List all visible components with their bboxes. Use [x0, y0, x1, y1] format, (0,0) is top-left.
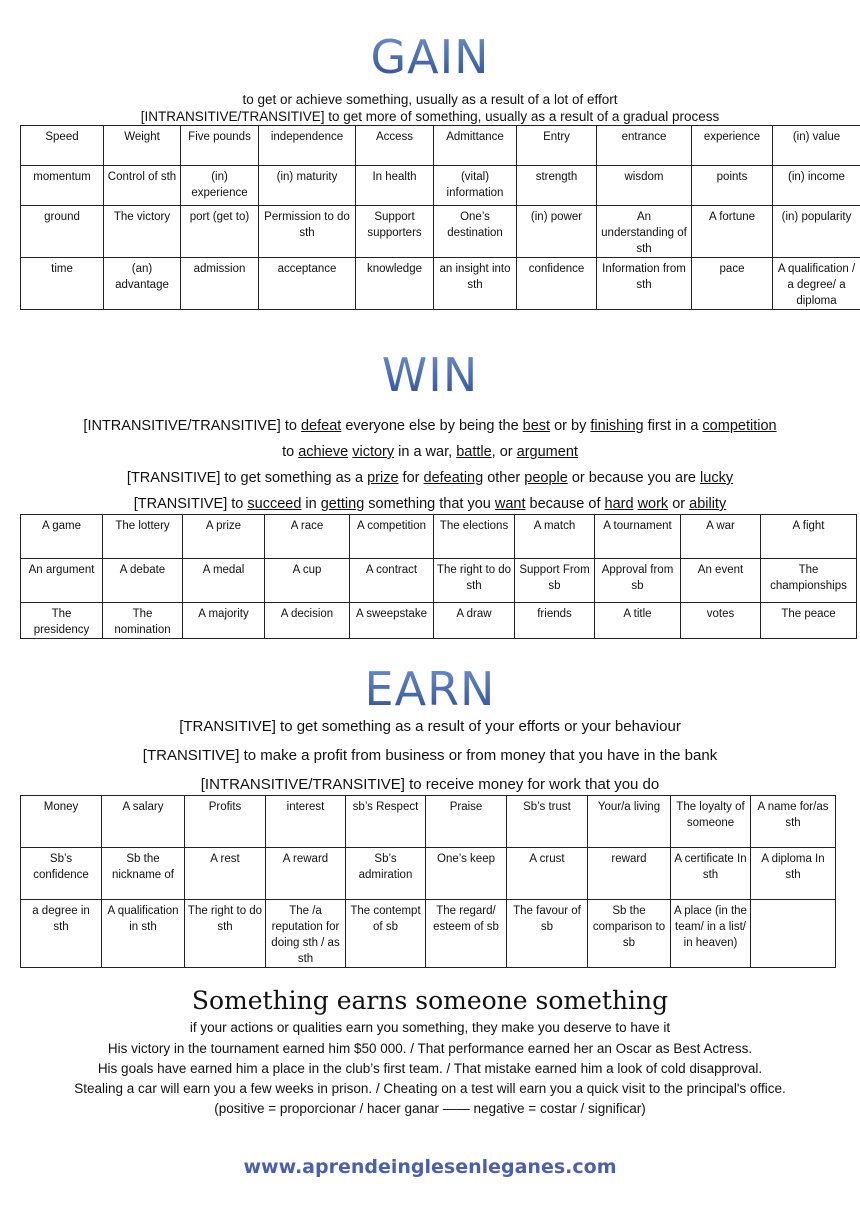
- table-cell: A diploma In sth: [751, 848, 836, 900]
- table-cell: momentum: [21, 166, 104, 206]
- table-row: [21, 166, 860, 206]
- example-line-3: Stealing a car will earn you a few weeks in prison. / Cheating on a test will earn you a quick visit to the principal's office.: [74, 1081, 786, 1096]
- table-cell: time: [21, 258, 104, 310]
- table-cell: A draw: [434, 603, 515, 639]
- table-cell: Profits: [185, 796, 266, 848]
- table-cell: The peace: [761, 603, 857, 639]
- table-cell: strength: [517, 166, 597, 206]
- table-cell: A competition: [350, 515, 434, 559]
- table-cell: The contempt of sb: [346, 900, 426, 968]
- table-cell: (in) income: [773, 166, 860, 206]
- table-cell: admission: [181, 258, 259, 310]
- table-cell: A rest: [185, 848, 266, 900]
- earn-title: EARN: [0, 664, 860, 714]
- table-cell: Five pounds: [181, 126, 259, 166]
- table-cell: One’s keep: [426, 848, 507, 900]
- table-cell: A race: [265, 515, 350, 559]
- table-cell: ground: [21, 206, 104, 258]
- table-cell: acceptance: [259, 258, 356, 310]
- table-cell: Control of sth: [104, 166, 181, 206]
- table-cell: votes: [681, 603, 761, 639]
- table-cell: Speed: [21, 126, 104, 166]
- table-cell: A crust: [507, 848, 588, 900]
- footer-url-link[interactable]: www.aprendeinglesenleganes.com: [243, 1156, 617, 1178]
- table-cell: An argument: [21, 559, 103, 603]
- table-cell: (in) experience: [181, 166, 259, 206]
- win-title: WIN: [0, 350, 860, 400]
- table-cell: Money: [21, 796, 102, 848]
- table-cell: The victory: [104, 206, 181, 258]
- table-cell: Approval from sb: [595, 559, 681, 603]
- table-cell: The lottery: [103, 515, 183, 559]
- table-cell: pace: [692, 258, 773, 310]
- table-row: [21, 206, 860, 258]
- table-cell: sb’s Respect: [346, 796, 426, 848]
- table-cell: (an) advantage: [104, 258, 181, 310]
- table-row: [21, 559, 857, 603]
- table-cell: One’s destination: [434, 206, 517, 258]
- example-line-2: His goals have earned him a place in the club’s first team. / That mistake earned him a look of cold disapproval.: [97, 1061, 763, 1076]
- table-cell: Sb’s trust: [507, 796, 588, 848]
- table-cell: The /a reputation for doing sth / as sth: [266, 900, 346, 968]
- table-row: [21, 848, 836, 900]
- table-cell: Admittance: [434, 126, 517, 166]
- table-cell: A medal: [183, 559, 265, 603]
- gain-table: [20, 125, 860, 310]
- win-definition-1: [INTRANSITIVE/TRANSITIVE] to defeat everyone else by being the best or by finishing first in a competition: [83, 418, 777, 434]
- table-cell: Information from sth: [597, 258, 692, 310]
- table-cell: In health: [356, 166, 434, 206]
- table-cell: (in) popularity: [773, 206, 860, 258]
- table-cell: (vital) information: [434, 166, 517, 206]
- table-cell: A contract: [350, 559, 434, 603]
- table-row: [21, 258, 860, 310]
- table-cell: The nomination: [103, 603, 183, 639]
- table-cell: A place (in the team/ in a list/ in heaven): [671, 900, 751, 968]
- table-row: [21, 515, 857, 559]
- table-cell: Sb’s confidence: [21, 848, 102, 900]
- table-cell: A game: [21, 515, 103, 559]
- table-cell: A decision: [265, 603, 350, 639]
- table-cell: Praise: [426, 796, 507, 848]
- win-table: [20, 514, 857, 639]
- table-cell: A qualification / a degree/ a diploma: [773, 258, 860, 310]
- table-cell: Sb’s admiration: [346, 848, 426, 900]
- table-cell: The elections: [434, 515, 515, 559]
- table-cell: Weight: [104, 126, 181, 166]
- table-cell: A reward: [266, 848, 346, 900]
- table-row: [21, 126, 860, 166]
- table-cell: Sb the comparison to sb: [588, 900, 671, 968]
- gain-definition-1: to get or achieve something, usually as a result of a lot of effort: [242, 92, 618, 107]
- win-definition-2: to achieve victory in a war, battle, or argument: [282, 444, 578, 460]
- table-cell: A sweepstake: [350, 603, 434, 639]
- table-cell: The championships: [761, 559, 857, 603]
- gain-title: GAIN: [0, 32, 860, 82]
- table-cell: The presidency: [21, 603, 103, 639]
- table-cell: (in) value: [773, 126, 860, 166]
- table-row: [21, 796, 836, 848]
- table-cell: The favour of sb: [507, 900, 588, 968]
- table-cell: Support From sb: [515, 559, 595, 603]
- earns-heading: Something earns someone something: [191, 986, 669, 1015]
- translation-note: (positive = proporcionar / hacer ganar —— negative = costar / significar): [214, 1101, 646, 1116]
- example-line-1: His victory in the tournament earned him $50 000. / That performance earned her an Oscar as Best Actress.: [107, 1041, 753, 1056]
- earn-table: [20, 795, 836, 968]
- table-cell: confidence: [517, 258, 597, 310]
- table-cell: A certificate In sth: [671, 848, 751, 900]
- table-cell: friends: [515, 603, 595, 639]
- table-cell: a degree in sth: [21, 900, 102, 968]
- table-cell: A tournament: [595, 515, 681, 559]
- win-definition-3: [TRANSITIVE] to get something as a prize for defeating other people or because you are lucky: [126, 470, 734, 486]
- table-cell: (in) power: [517, 206, 597, 258]
- table-cell: A debate: [103, 559, 183, 603]
- table-cell: Support supporters: [356, 206, 434, 258]
- table-row: [21, 603, 857, 639]
- table-cell: points: [692, 166, 773, 206]
- table-cell: interest: [266, 796, 346, 848]
- table-cell: knowledge: [356, 258, 434, 310]
- table-cell: wisdom: [597, 166, 692, 206]
- table-cell: Entry: [517, 126, 597, 166]
- table-cell: experience: [692, 126, 773, 166]
- table-cell: A title: [595, 603, 681, 639]
- table-cell: A war: [681, 515, 761, 559]
- earn-definition-3: [INTRANSITIVE/TRANSITIVE] to receive money for work that you do: [200, 776, 660, 793]
- table-cell: Access: [356, 126, 434, 166]
- table-cell: The right to do sth: [434, 559, 515, 603]
- table-cell: The right to do sth: [185, 900, 266, 968]
- table-cell: Sb the nickname of: [102, 848, 185, 900]
- table-cell: An understanding of sth: [597, 206, 692, 258]
- table-cell: Your/a living: [588, 796, 671, 848]
- table-cell: [751, 900, 836, 968]
- table-cell: A salary: [102, 796, 185, 848]
- earn-definition-1: [TRANSITIVE] to get something as a result of your efforts or your behaviour: [179, 718, 681, 735]
- table-cell: an insight into sth: [434, 258, 517, 310]
- table-cell: A fight: [761, 515, 857, 559]
- table-cell: entrance: [597, 126, 692, 166]
- earns-explanation: if your actions or qualities earn you something, they make you deserve to have it: [189, 1020, 671, 1035]
- table-cell: The regard/ esteem of sb: [426, 900, 507, 968]
- table-cell: A match: [515, 515, 595, 559]
- table-cell: Permission to do sth: [259, 206, 356, 258]
- table-cell: The loyalty of someone: [671, 796, 751, 848]
- earn-definition-2: [TRANSITIVE] to make a profit from business or from money that you have in the bank: [142, 747, 718, 764]
- table-cell: A fortune: [692, 206, 773, 258]
- table-cell: A majority: [183, 603, 265, 639]
- table-cell: An event: [681, 559, 761, 603]
- table-cell: A cup: [265, 559, 350, 603]
- gain-definition-2: [INTRANSITIVE/TRANSITIVE] to get more of something, usually as a result of a gradual process: [140, 109, 720, 124]
- table-cell: independence: [259, 126, 356, 166]
- win-definition-4: [TRANSITIVE] to succeed in getting something that you want because of hard work or ability: [133, 496, 727, 512]
- table-cell: port (get to): [181, 206, 259, 258]
- table-cell: A qualification in sth: [102, 900, 185, 968]
- table-row: [21, 900, 836, 968]
- table-cell: A name for/as sth: [751, 796, 836, 848]
- table-cell: (in) maturity: [259, 166, 356, 206]
- table-cell: reward: [588, 848, 671, 900]
- table-cell: A prize: [183, 515, 265, 559]
